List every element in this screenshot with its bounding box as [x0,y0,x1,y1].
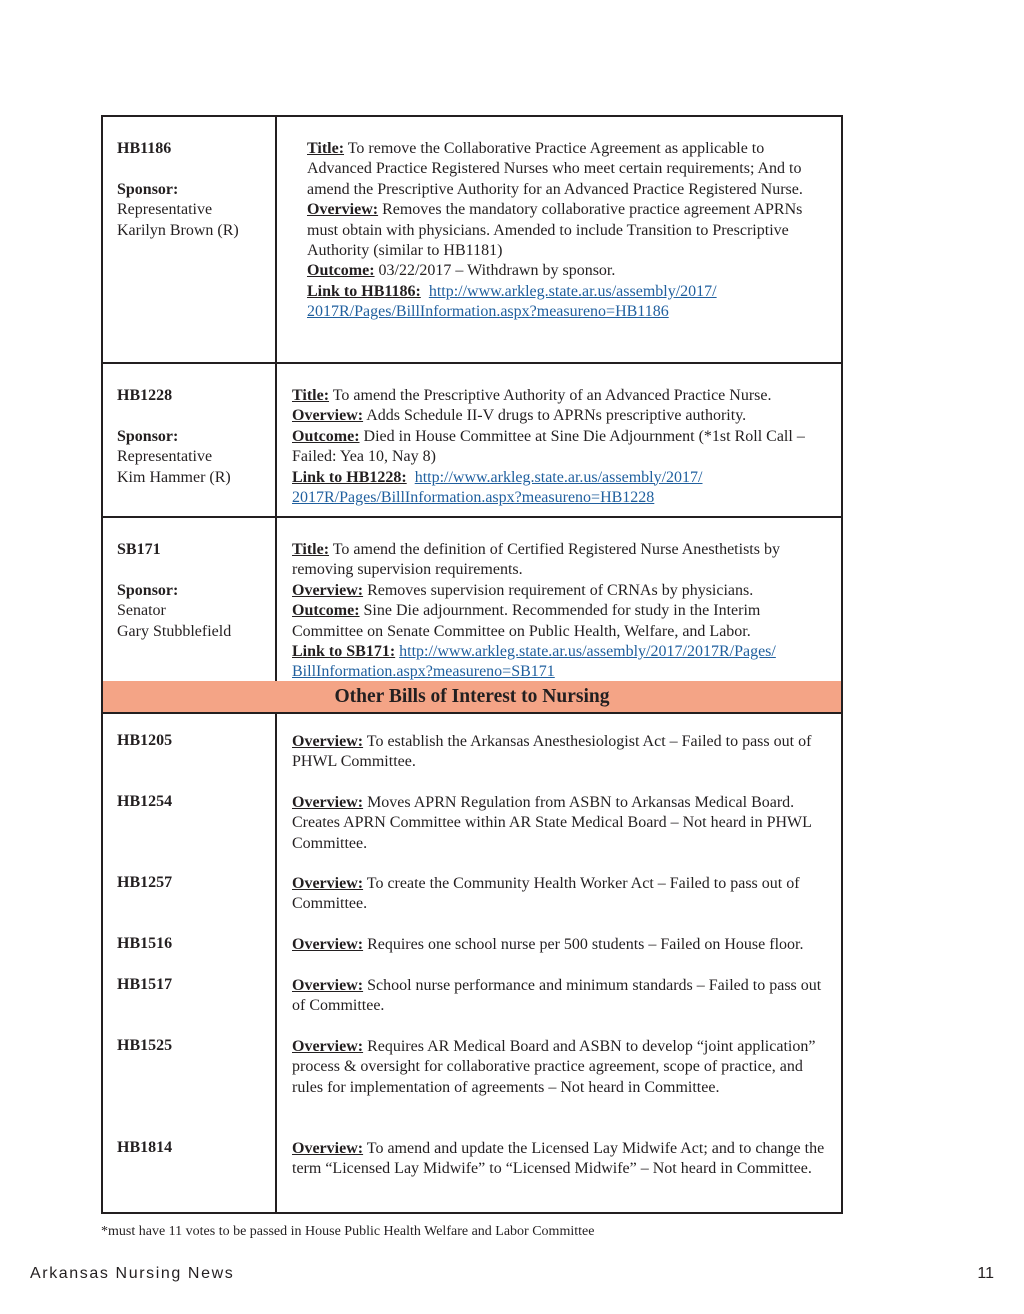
sponsor-role: Representative [117,201,213,219]
outcome-label: Outcome: [307,262,375,280]
sponsor-name: Kim Hammer (R) [117,468,231,486]
title-label: Title: [307,140,345,157]
table-row [103,117,841,364]
other-bill-number: HB1516 [117,935,173,952]
overview-label: Overview: [307,201,379,219]
bill-link [292,642,831,683]
other-bills-header: Other Bills of Interest to Nursing [103,681,841,714]
other-bill-number: HB1525 [117,1037,173,1054]
overview-text: School nurse performance and minimum standards – Failed to pass out of Committee. [292,977,822,1015]
title-label: Title: [292,541,330,558]
sponsor-role: Representative [117,448,213,466]
overview-text: Adds Schedule II-V drugs to APRNs prescriptive authority. [363,407,747,425]
outcome-label: Outcome: [292,602,360,620]
other-bill-overview [292,976,832,1017]
link-label: Link to HB1228: [292,468,407,486]
bill-title [307,139,831,200]
bill-number: HB1228 [117,387,173,404]
outcome-text: Sine Die adjournment. Recommended for study in the Interim Committee on Senate Committee on Public Health, Welfare, and Labor. [292,602,761,640]
overview-label: Overview: [292,407,364,425]
overview-label: Overview: [292,875,364,892]
other-bill-overview [292,874,832,915]
footer-publication-title: Arkansas Nursing News [30,1265,235,1282]
bill-details-cell [292,518,831,681]
sponsor-label: Sponsor: [117,427,179,445]
outcome-text: 03/22/2017 – Withdrawn by sponsor. [374,262,616,280]
other-bill-overview [292,1037,832,1098]
bill-title [292,386,831,406]
page-number: 11 [977,1265,994,1282]
bill-number: SB171 [117,541,161,558]
other-bill-overview [292,1139,832,1180]
bill-link-url-cont[interactable]: BillInformation.aspx?measureno=SB171 [292,663,555,681]
overview-label: Overview: [292,733,364,750]
sponsor-name: Gary Stubblefield [117,622,232,640]
outcome-text: Died in House Committee at Sine Die Adjournment (*1st Roll Call – Failed: Yea 10, Nay 8) [292,427,805,466]
bill-overview [292,581,831,601]
bill-title [292,540,831,581]
title-text: To amend the Prescriptive Authority of an Advanced Practice Nurse. [329,387,772,404]
bill-link-url-cont[interactable]: 2017R/Pages/BillInformation.aspx?measureno=HB1228 [292,489,655,507]
bill-link-url[interactable]: http://www.arkleg.state.ar.us/assembly/2017/ [414,468,703,486]
bill-outcome [292,427,831,468]
bill-number: HB1186 [117,140,172,157]
bill-info-cell [103,518,277,681]
bill-info-cell [103,117,277,362]
other-bill-number: HB1205 [117,732,173,749]
bill-overview [307,200,831,261]
other-bill-number: HB1257 [117,874,173,891]
other-bill-number: HB1517 [117,976,173,993]
title-text: To amend the definition of Certified Registered Nurse Anesthetists by removing supervision requirements. [292,541,780,579]
overview-text: Removes supervision requirement of CRNAs by physicians. [363,581,754,599]
overview-text: Requires AR Medical Board and ASBN to develop “joint application” process & oversight for collaborative practice agreement, scope of practice, and rules for implementation of agreements – Not heard in Committee. [292,1038,816,1096]
title-text: To remove the Collaborative Practice Agreement as applicable to Advanced Practice Registered Nurses who meet certain requirements; And to amend the Prescriptive Authority for an Advanced Practice Registered Nurse. [307,140,803,198]
other-bill-number: HB1814 [117,1139,173,1156]
other-bill-overview [292,793,832,854]
bill-outcome [292,601,831,642]
link-label: Link to HB1186: [307,282,421,300]
bill-link [292,468,831,509]
overview-text: Requires one school nurse per 500 students – Failed on House floor. [363,936,804,953]
bill-link [307,282,831,323]
overview-label: Overview: [292,977,364,994]
outcome-label: Outcome: [292,427,360,445]
footnote: *must have 11 votes to be passed in House Public Health Welfare and Labor Committee [101,1224,595,1239]
bill-outcome [307,261,831,281]
bill-overview [292,406,831,426]
bills-table [101,115,843,1214]
overview-text: To establish the Arkansas Anesthesiologist Act – Failed to pass out of PHWL Committee. [292,733,812,771]
overview-label: Overview: [292,1140,364,1157]
table-row [103,364,841,518]
overview-label: Overview: [292,581,364,599]
bill-link-url[interactable]: http://www.arkleg.state.ar.us/assembly/2017/2017R/Pages/ [399,643,776,661]
overview-label: Overview: [292,936,364,953]
sponsor-label: Sponsor: [117,581,179,599]
overview-text: Moves APRN Regulation from ASBN to Arkansas Medical Board. Creates APRN Committee within AR State Medical Board – Not heard in PHWL Committee. [292,794,812,852]
other-bill-number: HB1254 [117,793,173,810]
table-row [103,518,841,681]
sponsor-role: Senator [117,602,166,620]
sponsor-name: Karilyn Brown (R) [117,221,239,239]
overview-text: Removes the mandatory collaborative practice agreement APRNs must obtain with physicians. Amended to include Transition to Prescriptive Authority (similar to HB1181) [307,201,803,260]
overview-label: Overview: [292,794,364,811]
sponsor-label: Sponsor: [117,180,179,198]
overview-text: To create the Community Health Worker Act – Failed to pass out of Committee. [292,875,800,913]
bill-link-url[interactable]: http://www.arkleg.state.ar.us/assembly/2017/ [428,282,717,300]
other-bill-overview [292,732,832,773]
bill-info-cell [103,364,277,516]
bill-details-cell [307,117,831,362]
overview-label: Overview: [292,1038,364,1055]
link-label: Link to SB171: [292,643,396,661]
overview-text: To amend and update the Licensed Lay Midwife Act; and to change the term “Licensed Lay Midwife” to “Licensed Midwife” – Not heard in Committee. [292,1140,825,1178]
bill-details-cell [292,364,831,516]
bill-link-url-cont[interactable]: 2017R/Pages/BillInformation.aspx?measureno=HB1186 [307,303,669,321]
title-label: Title: [292,387,330,404]
other-bill-overview [292,935,832,955]
